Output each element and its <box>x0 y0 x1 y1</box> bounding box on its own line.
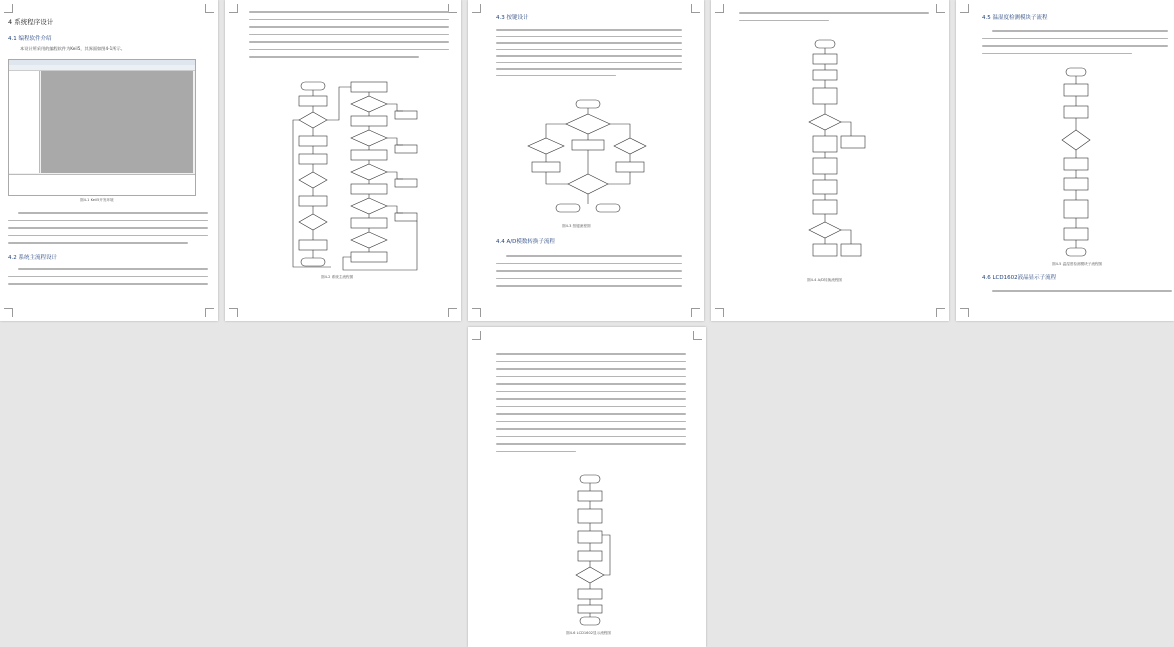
key-flowchart <box>526 100 646 224</box>
section-heading: 4.3 按键设计 <box>496 15 529 21</box>
ad-flowchart <box>809 40 879 269</box>
crop-mark <box>4 308 13 317</box>
paragraph-lines <box>8 268 208 291</box>
figure-caption: 图4-6 LCD1602显示流程图 <box>566 631 611 635</box>
paragraph: 本设计所采用的编程软件为Keil5，其界面如图4-1所示。 <box>20 46 125 51</box>
lcd-flowchart <box>572 475 612 629</box>
section-heading: 4.4 A/D模数转换子流程 <box>496 239 555 245</box>
crop-mark <box>4 4 13 13</box>
ide-screenshot-figure <box>8 59 196 196</box>
crop-mark <box>472 331 481 340</box>
section-heading: 4.2 系统主流程设计 <box>8 255 57 261</box>
crop-mark <box>936 308 945 317</box>
crop-mark <box>448 308 457 317</box>
document-page-5[interactable] <box>956 0 1174 321</box>
paragraph-lines <box>496 255 682 293</box>
section-heading: 4.1 编程软件介绍 <box>8 36 52 42</box>
document-page-6[interactable] <box>468 327 706 647</box>
crop-mark <box>472 4 481 13</box>
crop-mark <box>205 4 214 13</box>
crop-mark <box>691 308 700 317</box>
document-page-2[interactable] <box>225 0 461 321</box>
crop-mark <box>691 4 700 13</box>
crop-mark <box>472 308 481 317</box>
paragraph-lines <box>982 30 1168 60</box>
crop-mark <box>715 4 724 13</box>
paragraph-lines <box>739 12 929 27</box>
crop-mark <box>229 308 238 317</box>
crop-mark <box>229 4 238 13</box>
crop-mark <box>960 4 969 13</box>
section-heading: 4.6 LCD1602液晶显示子流程 <box>982 275 1057 281</box>
document-page-1[interactable] <box>0 0 218 321</box>
crop-mark <box>205 308 214 317</box>
figure-caption: 图4-4 A/D转换流程图 <box>807 278 843 282</box>
document-page-3[interactable] <box>468 0 704 321</box>
crop-mark <box>936 4 945 13</box>
figure-caption: 图4-1 Keil5开发环境 <box>80 198 114 202</box>
paragraph-lines <box>982 290 1172 298</box>
paragraph-lines <box>496 353 686 458</box>
figure-caption: 图4-2 系统主流程图 <box>321 275 354 279</box>
crop-mark <box>960 308 969 317</box>
temp-humidity-flowchart <box>1058 68 1098 264</box>
figure-caption: 图4-5 温湿度检测模块子流程图 <box>1052 262 1103 266</box>
paragraph-lines <box>8 212 208 250</box>
chapter-heading: 4 系统程序设计 <box>8 18 54 26</box>
crop-mark <box>448 4 457 13</box>
figure-caption: 图4-3 按键流程图 <box>562 224 591 228</box>
paragraph-lines <box>496 29 682 82</box>
document-page-4[interactable] <box>711 0 949 321</box>
crop-mark <box>693 331 702 340</box>
crop-mark <box>715 308 724 317</box>
paragraph-lines <box>249 11 449 64</box>
section-heading: 4.5 温湿度检测模块子流程 <box>982 15 1048 21</box>
main-flowchart <box>291 82 421 276</box>
